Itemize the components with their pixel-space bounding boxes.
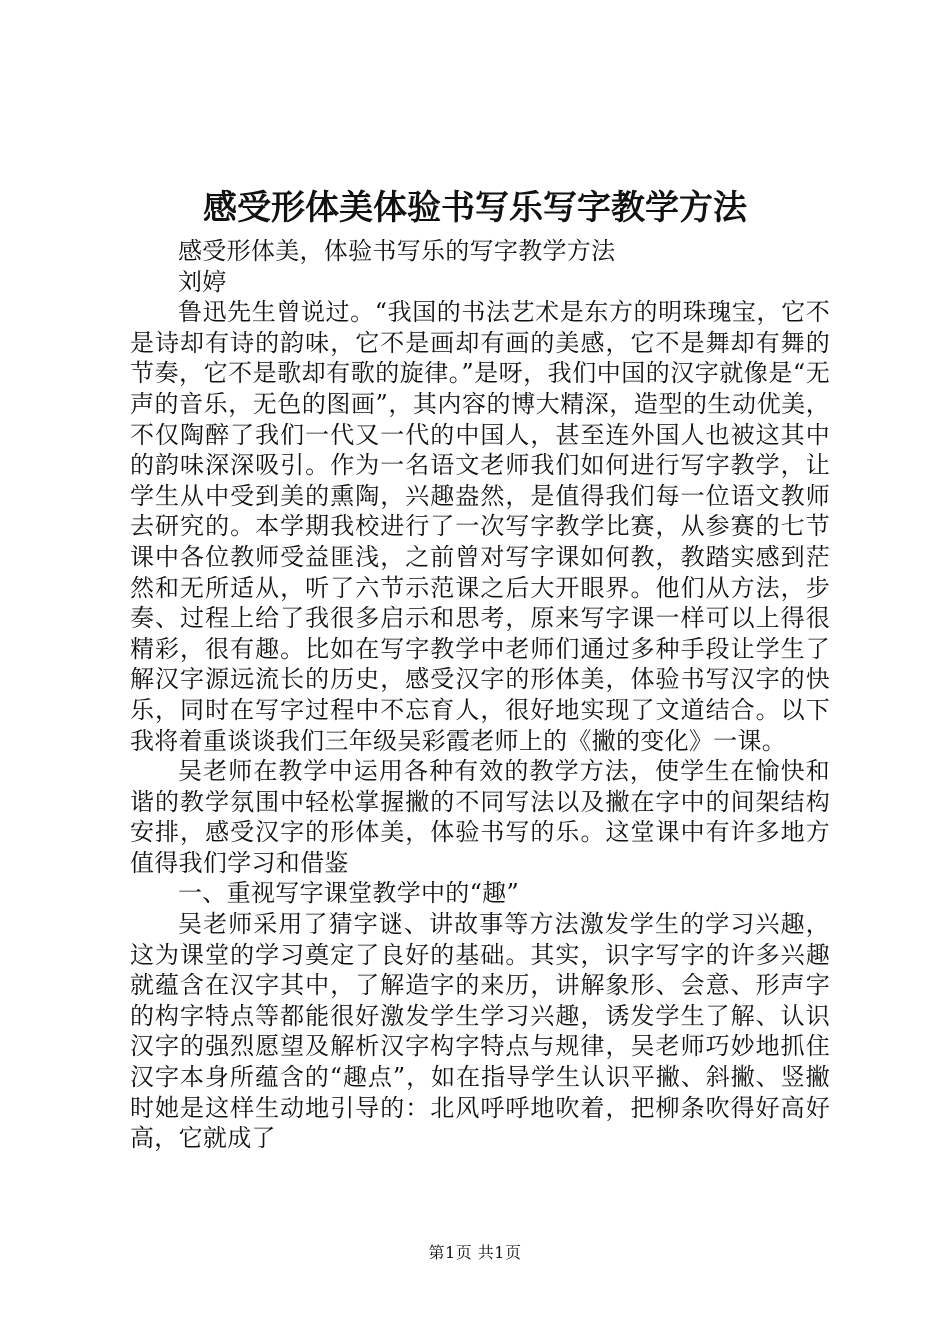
document-body bbox=[130, 236, 830, 1154]
section-heading: 一、重视写字课堂教学中的“趣” bbox=[178, 879, 520, 908]
page-footer: 第1页 共1页 bbox=[428, 1243, 522, 1262]
document-title: 感受形体美体验书写乐写字教学方法 bbox=[203, 188, 747, 228]
paragraph-overview: 吴老师在教学中运用各种有效的教学方法，使学生在愉快和谐的教学氛围中轻松掌握撇的不同写法以及撇在字中的间架结构安排，感受汉字的形体美，体验书写的乐。这堂课中有许多地方值得我们学习和借鉴 bbox=[130, 757, 830, 877]
paragraph-section-one: 吴老师采用了猜字谜、讲故事等方法激发学生的学习兴趣，这为课堂的学习奠定了良好的基础。其实，识字写字的许多兴趣就蕴含在汉字其中，了解造字的来历，讲解象形、会意、形声字的构字特点等都能很好激发学生学习兴趣，诱发学生了解、认识汉字的强烈愿望及解析汉字构字特点与规律，吴老师巧妙地抓住汉字本身所蕴含的“趣点”，如在指导学生认识平撇、斜撇、竖撇时她是这样生动地引导的：北风呼呼地吹着，把柳条吹得好高好高，它就成了 bbox=[130, 910, 830, 1153]
subtitle-line: 感受形体美，体验书写乐的写字教学方法 bbox=[178, 237, 616, 265]
paragraph-intro: 鲁迅先生曾说过。“我国的书法艺术是东方的明珠瑰宝，它不是诗却有诗的韵味，它不是画却有画的美感，它不是舞却有舞的节奏，它不是歌却有歌的旋律。”是呀，我们中国的汉字就像是“无声的音乐，无色的图画”，其内容的博大精深，造型的生动优美，不仅陶醉了我们一代又一代的中国人，甚至连外国人也被这其中的韵味深深吸引。作为一名语文老师我们如何进行写字教学，让学生从中受到美的熏陶，兴趣盎然，是值得我们每一位语文教师去研究的。本学期我校进行了一次写字教学比赛，从参赛的七节课中各位教师受益匪浅，之前曾对写字课如何教，教踏实感到茫然和无所适从，听了六节示范课之后大开眼界。他们从方法，步奏、过程上给了我很多启示和思考，原来写字课一样可以上得很精彩，很有趣。比如在写字教学中老师们通过多种手段让学生了解汉字源远流长的历史，感受汉字的形体美，体验书写汉字的快乐，同时在写字过程中不忘育人，很好地实现了文道结合。以下我将着重谈谈我们三年级吴彩霞老师上的《撇的变化》一课。 bbox=[130, 298, 830, 755]
author-line: 刘婷 bbox=[178, 267, 227, 296]
